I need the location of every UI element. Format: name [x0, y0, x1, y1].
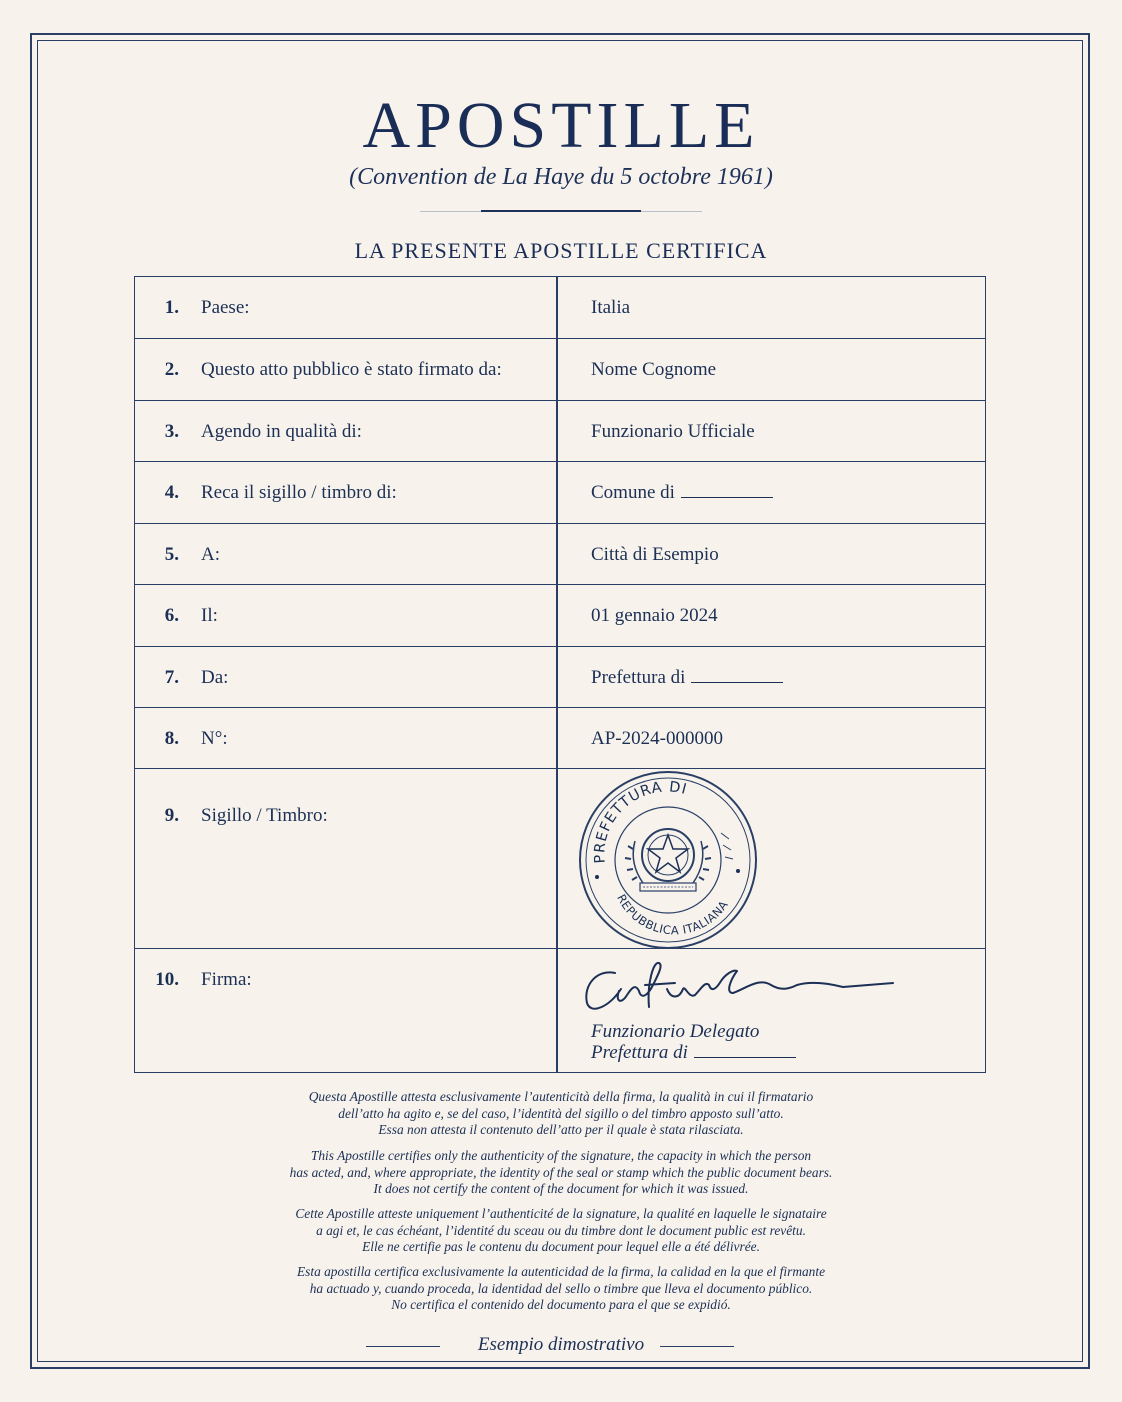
field-value: Nome Cognome [591, 359, 717, 380]
seal-dash-marks [721, 833, 733, 859]
signatory-role: Funzionario Delegato [591, 1021, 760, 1042]
field-row-signature [135, 949, 985, 1074]
field-label: Reca il sigillo / timbro di: [201, 482, 397, 503]
disclaimer-italian [0, 1089, 1122, 1139]
disclaimer-line: Elle ne certifie pas le contenu du document pour lequel elle a été délivrée. [362, 1239, 760, 1254]
field-number: 2. [164, 359, 179, 380]
seal-bottom-text-path: REPUBBLICA ITALIANA [614, 891, 731, 938]
signatory-office-text: Prefettura di [591, 1042, 688, 1063]
disclaimer-line: a agi et, le cas échéant, l’identité du sceau ou du timbre dont le document public est revêtu. [316, 1222, 806, 1238]
field-number: 9. [164, 805, 179, 826]
disclaimer-line: No certifica el contenido del documento para el que se expidió. [391, 1297, 731, 1312]
disclaimer-line: This Apostille certifies only the authenticity of the signature, the capacity in which the person [310, 1148, 812, 1163]
field-label: Il: [201, 605, 218, 626]
disclaimer-line: dell’atto ha agito e, se del caso, l’identità del sigillo o del timbro apposto sull’atto. [338, 1105, 784, 1121]
disclaimer-line: ha actuado y, cuando proceda, la identidad del sello o timbre que lleva el documento público. [309, 1280, 813, 1296]
field-number: 3. [164, 421, 179, 442]
apostille-fields-table [134, 276, 986, 1073]
disclaimer-french [0, 1206, 1122, 1256]
field-label: Firma: [201, 969, 252, 990]
field-value: Città di Esempio [591, 544, 719, 565]
signatory-office [591, 1042, 796, 1064]
field-row-seal [135, 769, 985, 949]
field-label: Agendo in qualità di: [201, 421, 362, 442]
disclaimer-line: It does not certify the content of the document for which it was issued. [373, 1181, 749, 1196]
fill-in-blank [691, 668, 783, 683]
field-number: 1. [164, 297, 179, 318]
document-subtitle: (Convention de La Haye du 5 octobre 1961) [349, 164, 773, 190]
field-row-issued-by [135, 647, 985, 708]
field-label: Da: [201, 667, 229, 688]
field-value-with-blank [591, 667, 783, 689]
disclaimer-english [0, 1148, 1122, 1198]
field-number: 4. [164, 482, 179, 503]
field-value-with-blank [591, 482, 773, 504]
disclaimer-spanish [0, 1264, 1122, 1314]
field-number: 8. [164, 728, 179, 749]
certification-heading: LA PRESENTE APOSTILLE CERTIFICA [354, 238, 768, 263]
disclaimer-line: Questa Apostille attesta esclusivamente l’autenticità della firma, la qualità in cui il firmatario [308, 1089, 814, 1104]
field-value: AP-2024-000000 [591, 728, 723, 749]
disclaimer-line: Cette Apostille atteste uniquement l’authenticité de la signature, la qualité en laquelle le signataire [295, 1206, 827, 1221]
field-label: Sigillo / Timbro: [201, 805, 328, 826]
footer-sample-note: Esempio dimostrativo [477, 1334, 645, 1355]
field-row-number [135, 708, 985, 769]
field-row-country [135, 277, 985, 339]
disclaimer-line: Essa non attesta il contenuto dell’atto per il quale è stata rilasciata. [378, 1122, 744, 1137]
field-row-place [135, 524, 985, 585]
fill-in-blank [694, 1043, 796, 1058]
disclaimer-line: has acted, and, where appropriate, the identity of the seal or stamp which the public document bears. [289, 1164, 833, 1180]
field-value: Prefettura di [591, 667, 686, 688]
field-label: N°: [201, 728, 228, 749]
field-number: 10. [155, 969, 179, 990]
field-label: Paese: [201, 297, 250, 318]
document-title: APOSTILLE [362, 89, 760, 162]
field-label: Questo atto pubblico è stato firmato da: [201, 359, 502, 380]
emblem-of-italy-icon [625, 829, 711, 891]
field-number: 5. [164, 544, 179, 565]
field-row-date [135, 585, 985, 647]
fill-in-blank [681, 483, 773, 498]
prefettura-seal [575, 771, 761, 949]
seal-top-text-path: PREFETTURA DI [592, 779, 689, 864]
field-value: Italia [591, 297, 631, 318]
field-value: 01 gennaio 2024 [591, 605, 718, 626]
field-number: 6. [164, 605, 179, 626]
field-row-seal-of [135, 462, 985, 524]
field-row-signed-by [135, 339, 985, 401]
field-value: Funzionario Ufficiale [591, 421, 755, 442]
field-number: 7. [164, 667, 179, 688]
handwritten-signature [575, 955, 905, 1017]
field-value: Comune di [591, 482, 675, 503]
field-row-capacity [135, 401, 985, 462]
footer-rule-right [660, 1346, 734, 1347]
title-divider-thick [481, 210, 641, 212]
field-label: A: [201, 544, 220, 565]
disclaimer-line: Esta apostilla certifica exclusivamente la autenticidad de la firma, la calidad en la que el firmante [296, 1264, 826, 1279]
